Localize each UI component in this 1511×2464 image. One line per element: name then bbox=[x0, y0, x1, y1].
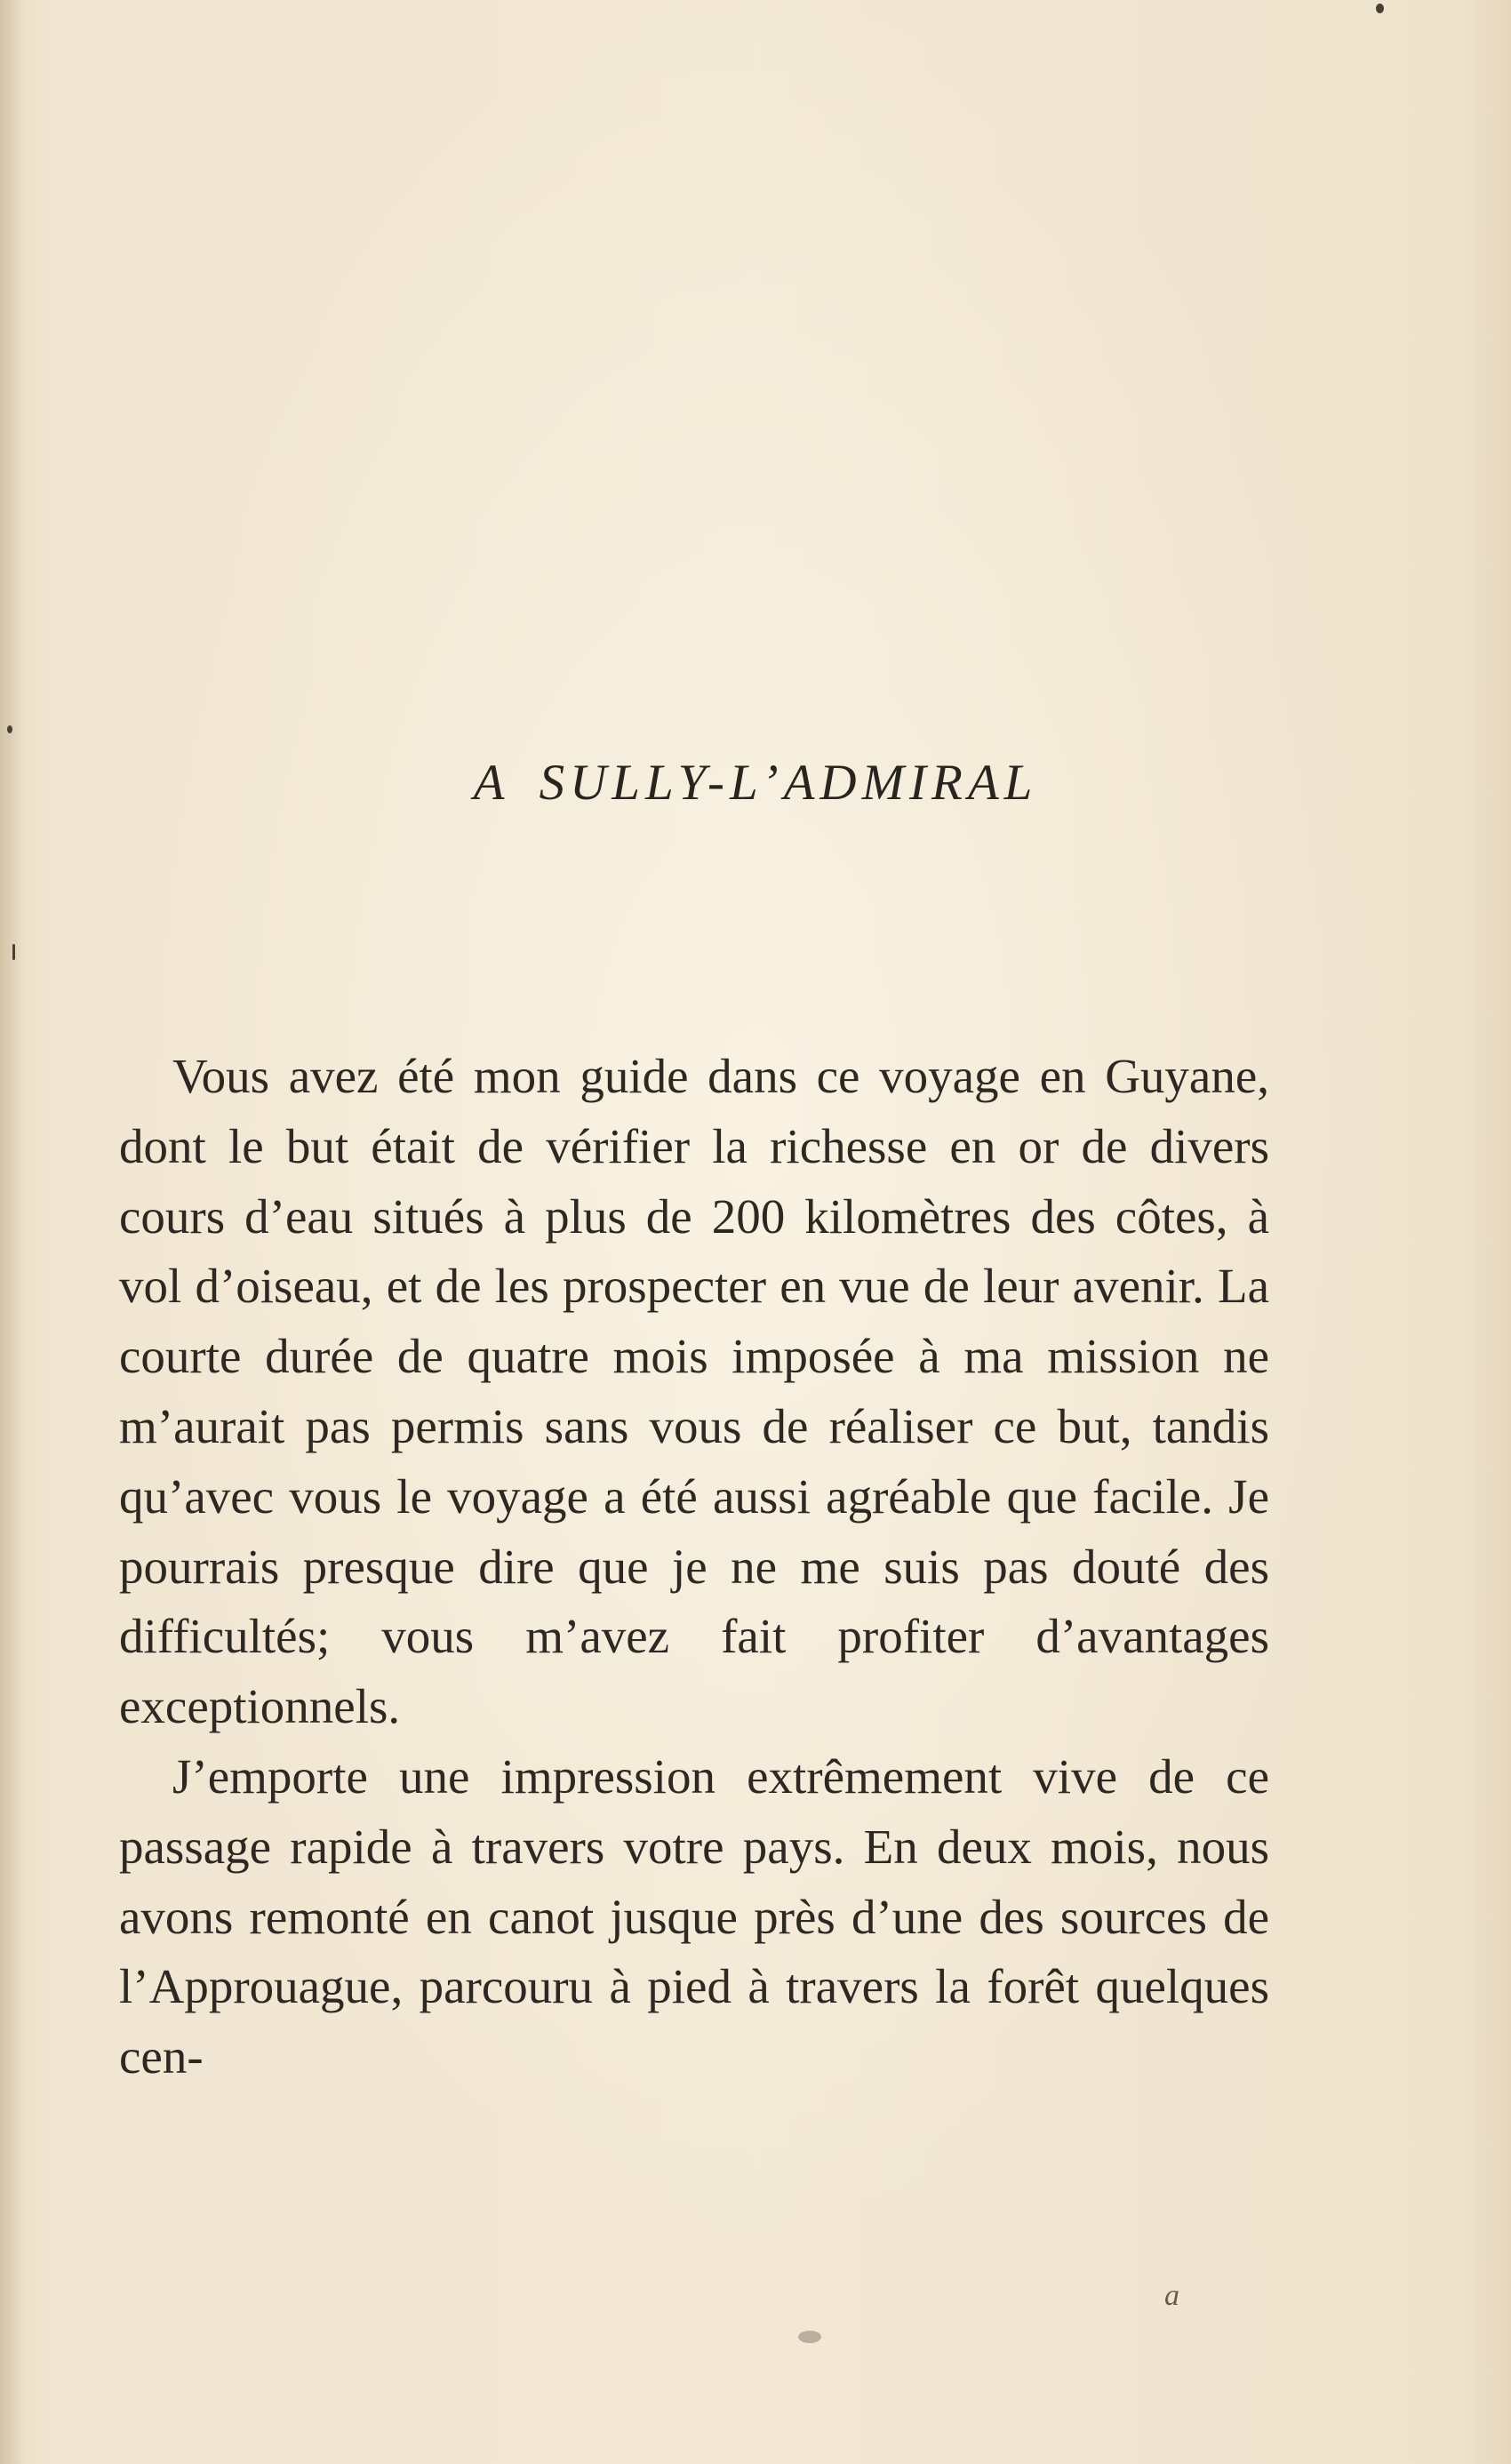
page-edge-shadow bbox=[0, 0, 25, 2464]
ink-speck bbox=[12, 944, 15, 960]
signature-mark: a bbox=[1164, 2279, 1179, 2312]
ink-blot bbox=[798, 2331, 821, 2343]
ink-speck bbox=[7, 725, 12, 733]
paragraph-1: Vous avez été mon guide dans ce voyage en Guyane, dont le but était de vérifier la richesse en or de divers cours d’eau situés à plus de 200 kilomètres des côtes, à vol d’oiseau, et de les prospecter en vue de leur avenir. La courte durée de quatre mois imposée à ma mission ne m’aurait pas permis sans vous de réaliser ce but, tandis qu’avec vous le voyage a été aussi agréable que facile. Je pourrais presque dire que je ne me suis pas douté des difficultés; vous m’avez fait profiter d’avantages exceptionnels. bbox=[119, 1049, 1269, 1734]
dedication-heading: A SULLY-L’ADMIRAL bbox=[473, 755, 1038, 811]
ink-speck bbox=[1376, 4, 1384, 13]
paragraph-2: J’emporte une impression extrêmement vive de ce passage rapide à travers votre pays. En deux mois, nous avons remonté en canot jusque près d’une des sources de l’Approuague, parcouru à pied à travers la forêt quelques cen- bbox=[119, 1748, 1269, 2084]
body-text bbox=[119, 1042, 1269, 2092]
